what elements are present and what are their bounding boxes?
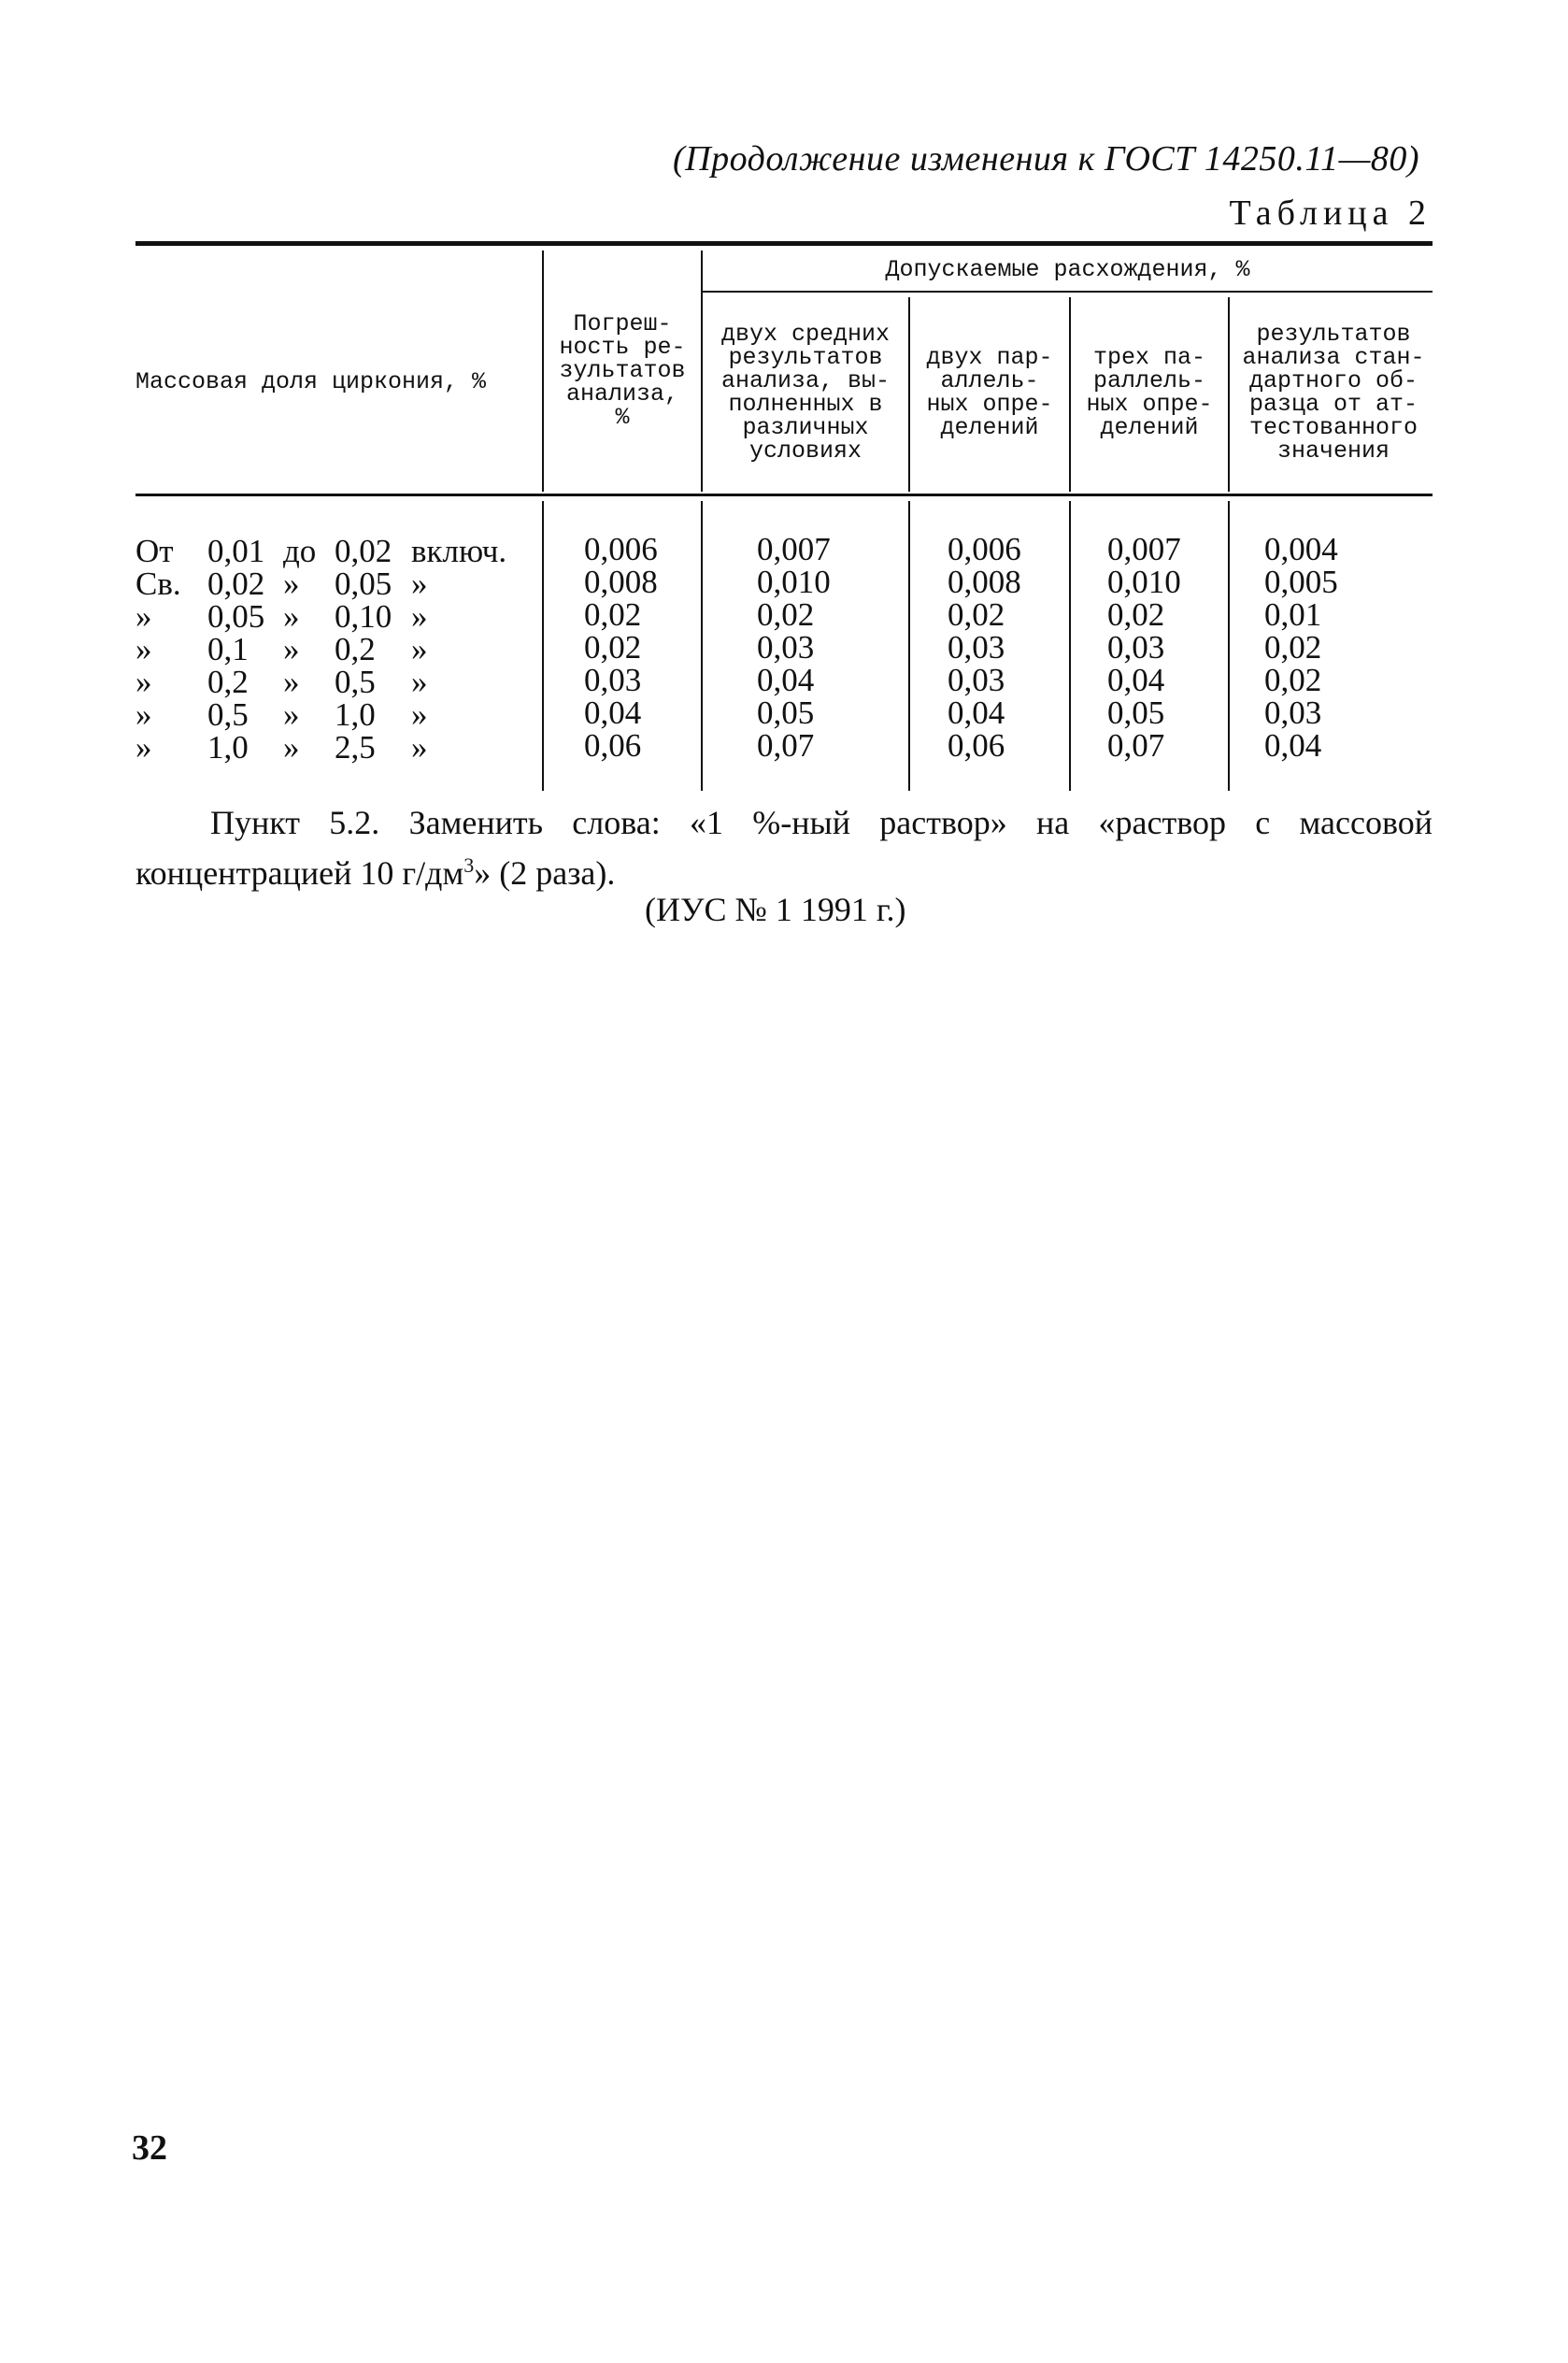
header-three-parallel: трех па- раллель- ных опре- делений	[1086, 344, 1213, 441]
cell-three-parallel: 0,010	[1107, 564, 1181, 600]
row-sep: »	[283, 631, 300, 667]
row-sep: »	[283, 729, 300, 766]
cell-three-parallel: 0,05	[1107, 695, 1165, 731]
header-two-parallel: двух пар- аллель- ных опре- делений	[926, 344, 1053, 441]
row-prefix: »	[135, 729, 152, 766]
cell-two-means: 0,02	[757, 596, 815, 633]
cell-three-parallel: 0,04	[1107, 662, 1165, 698]
cell-three-parallel: 0,02	[1107, 596, 1165, 633]
cell-two-parallel: 0,02	[948, 596, 1005, 633]
cell-error: 0,06	[584, 727, 642, 764]
row-from: 0,1	[207, 631, 249, 667]
page-number: 32	[132, 2128, 167, 2168]
cell-error: 0,03	[584, 662, 642, 698]
row-suffix: »	[411, 598, 428, 635]
cell-two-parallel: 0,03	[948, 629, 1005, 666]
row-sep: »	[283, 598, 300, 635]
header-bottom-rule	[135, 494, 1433, 496]
row-prefix: Св.	[135, 566, 181, 602]
row-to: 2,5	[335, 729, 376, 766]
cell-error: 0,006	[584, 531, 658, 567]
row-from: 1,0	[207, 729, 249, 766]
cell-error: 0,02	[584, 596, 642, 633]
cell-standard-sample: 0,02	[1264, 662, 1322, 698]
cell-standard-sample: 0,04	[1264, 727, 1322, 764]
amendment-text-end: » (2 раза).	[474, 854, 616, 892]
column-divider	[1069, 501, 1071, 791]
cell-three-parallel: 0,03	[1107, 629, 1165, 666]
cell-three-parallel: 0,007	[1107, 531, 1181, 567]
header-discrepancies-group: Допускаемые расхождения, %	[885, 256, 1250, 283]
row-suffix: »	[411, 631, 428, 667]
cell-two-means: 0,007	[757, 531, 831, 567]
row-prefix: »	[135, 664, 152, 700]
group-header-rule	[703, 291, 1433, 293]
cell-standard-sample: 0,004	[1264, 531, 1338, 567]
row-to: 0,5	[335, 664, 376, 700]
cell-two-means: 0,010	[757, 564, 831, 600]
continuation-header: (Продолжение изменения к ГОСТ 14250.11—80)	[673, 139, 1420, 179]
cell-standard-sample: 0,01	[1264, 596, 1322, 633]
row-from: 0,05	[207, 598, 265, 635]
cell-two-parallel: 0,04	[948, 695, 1005, 731]
row-sep: до	[283, 533, 317, 569]
column-divider	[701, 501, 703, 791]
row-prefix: »	[135, 598, 152, 635]
row-from: 0,01	[207, 533, 265, 569]
row-to: 0,05	[335, 566, 392, 602]
cell-two-means: 0,05	[757, 695, 815, 731]
row-from: 0,5	[207, 696, 249, 733]
row-prefix: »	[135, 696, 152, 733]
header-two-means: двух средних результатов анализа, вы- полненных в различных условиях	[720, 321, 891, 465]
cell-standard-sample: 0,02	[1264, 629, 1322, 666]
amendment-superscript: 3	[463, 853, 475, 877]
cell-two-means: 0,07	[757, 727, 815, 764]
row-suffix: »	[411, 696, 428, 733]
amendment-paragraph	[135, 802, 1433, 895]
header-standard-sample: результатов анализа стан- дартного об- разца от ат- тестованного значения	[1242, 321, 1425, 465]
cell-standard-sample: 0,03	[1264, 695, 1322, 731]
row-to: 0,10	[335, 598, 392, 635]
row-to: 0,02	[335, 533, 392, 569]
row-prefix: »	[135, 631, 152, 667]
amendment-text: Пункт 5.2. Заменить слова: «1 %-ный раствор» на «раствор с массовой концентрацией 10 г/дм	[135, 804, 1433, 892]
table-label: Таблица 2	[1229, 193, 1432, 233]
cell-error: 0,008	[584, 564, 658, 600]
source-reference: (ИУС № 1 1991 г.)	[645, 891, 906, 928]
cell-two-parallel: 0,008	[948, 564, 1021, 600]
header-mass-fraction: Массовая доля циркония, %	[135, 368, 487, 395]
row-suffix: »	[411, 664, 428, 700]
row-sep: »	[283, 664, 300, 700]
row-sep: »	[283, 696, 300, 733]
cell-two-parallel: 0,03	[948, 662, 1005, 698]
cell-two-parallel: 0,006	[948, 531, 1021, 567]
row-from: 0,02	[207, 566, 265, 602]
row-prefix: От	[135, 533, 174, 569]
cell-two-parallel: 0,06	[948, 727, 1005, 764]
row-sep: »	[283, 566, 300, 602]
column-divider	[1228, 501, 1230, 791]
row-to: 1,0	[335, 696, 376, 733]
cell-three-parallel: 0,07	[1107, 727, 1165, 764]
row-from: 0,2	[207, 664, 249, 700]
row-suffix: включ.	[411, 533, 507, 569]
row-suffix: »	[411, 566, 428, 602]
row-suffix: »	[411, 729, 428, 766]
cell-error: 0,04	[584, 695, 642, 731]
cell-two-means: 0,03	[757, 629, 815, 666]
header-error: Погреш- ность ре- зультатов анализа, %	[559, 310, 686, 431]
cell-standard-sample: 0,005	[1264, 564, 1338, 600]
cell-error: 0,02	[584, 629, 642, 666]
cell-two-means: 0,04	[757, 662, 815, 698]
column-divider	[908, 501, 910, 791]
row-to: 0,2	[335, 631, 376, 667]
table-top-rule	[135, 241, 1433, 246]
column-divider	[542, 501, 544, 791]
